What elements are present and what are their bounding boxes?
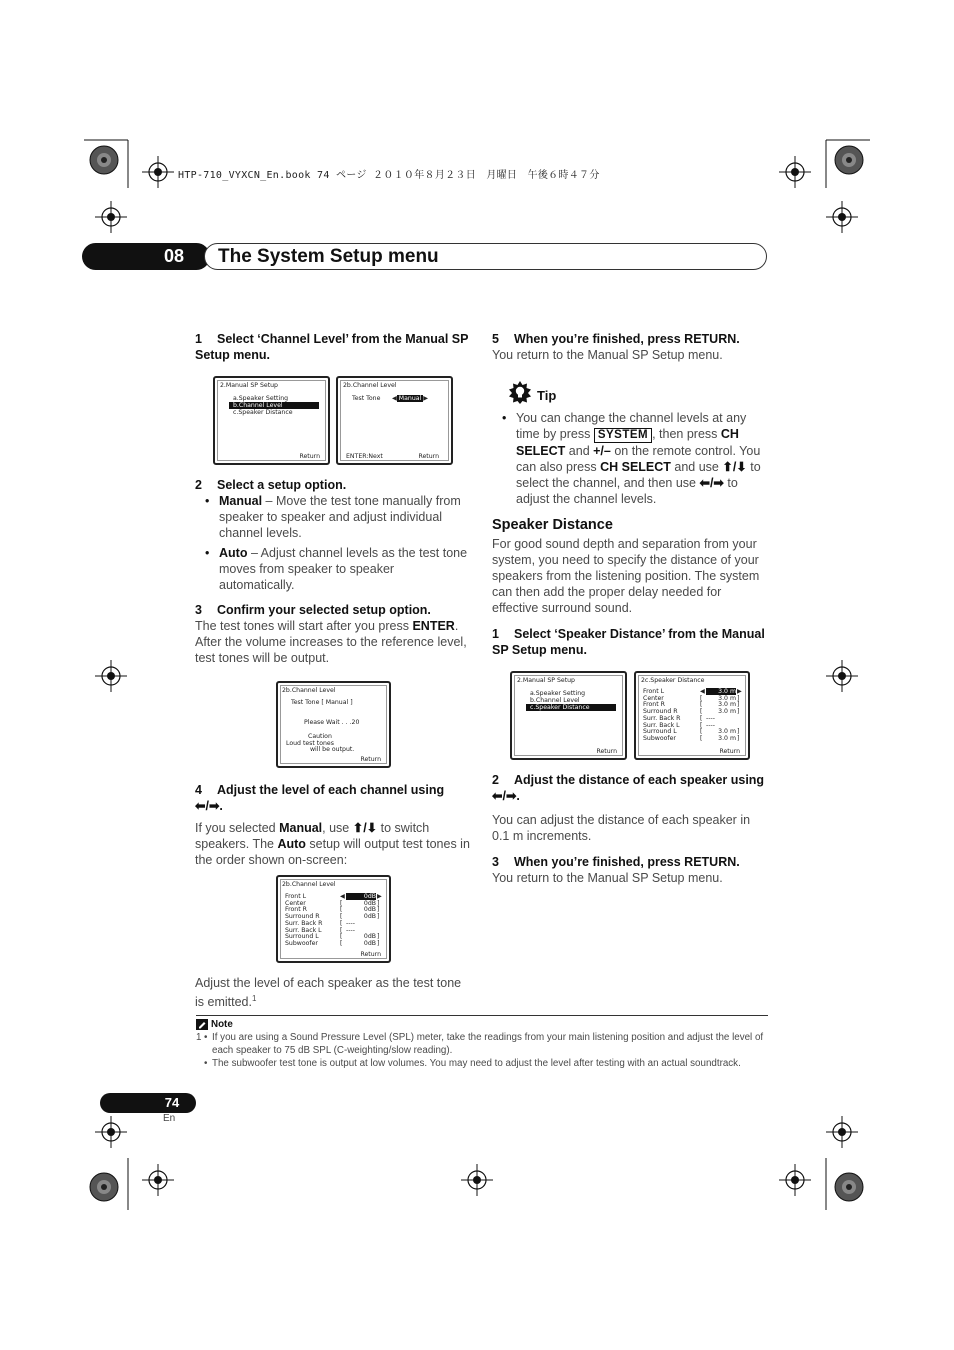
osd-row-value: 3.0 m <box>718 728 736 736</box>
osd-row-bracket: [ <box>700 701 703 709</box>
right-step5-block <box>492 331 768 363</box>
osd-row-name: Surround R <box>285 913 320 921</box>
osd-speaker-distance-list <box>634 671 750 760</box>
osd-value-selected: Manual <box>398 395 422 402</box>
step-number: 3 <box>492 855 499 869</box>
step-text: Confirm your selected setup option. <box>217 603 431 617</box>
osd-row-bracket: [ <box>340 913 343 921</box>
right-step2-3-block <box>492 772 768 886</box>
left-final-text: Adjust the level of each speaker as the test tone is emitted.$^1$ <box>195 976 462 1010</box>
osd-row-value: ---- <box>706 714 715 722</box>
osd-item: a.Speaker Setting <box>530 690 586 697</box>
step-number: 2 <box>195 478 202 492</box>
osd-title: 2.Manual SP Setup <box>220 382 278 389</box>
chapter-number: 08 <box>163 246 185 266</box>
osd-title: 2b.Channel Level <box>282 881 336 888</box>
osd-row-bracket: [ <box>700 714 703 722</box>
osd-row-value: 0dB <box>363 899 376 907</box>
osd-footer-next: ENTER:Next <box>346 453 383 460</box>
osd-row-value: 3.0 m <box>718 708 736 716</box>
step-number: 1 <box>195 332 202 346</box>
step-number: 3 <box>195 603 202 617</box>
note-item: • The subwoofer test tone is output at low volumes. You may need to adjust the level after testing with an actual soundtrack. <box>204 1058 741 1069</box>
left-step1 <box>195 331 473 363</box>
osd-row-bracket: ] <box>377 939 380 947</box>
osd-row-name: Surround L <box>643 728 677 736</box>
osd-row-bracket: [ <box>700 721 703 729</box>
osd-row-bracket: ] <box>737 701 740 709</box>
osd-footer-return: Return <box>596 748 617 755</box>
footnote-ref[interactable]: 1 <box>251 994 257 1003</box>
step5-body: You return to the Manual SP Setup menu. <box>492 348 723 362</box>
osd-row-bracket: [ <box>340 933 343 941</box>
osd-title: 2b.Channel Level <box>282 687 336 694</box>
step-text: Adjust the level of each channel using <box>217 783 445 797</box>
osd-row-name: Surr. Back L <box>285 926 322 934</box>
osd-footer-return: Return <box>418 453 439 460</box>
osd-label: Test Tone <box>352 395 381 402</box>
left-step4-block <box>195 782 473 868</box>
bullet-auto: • Auto – Adjust channel levels as the test tone moves from speaker to speaker automatically. <box>195 545 473 593</box>
step2-arrows: ⬅/➡. <box>492 789 520 803</box>
osd-row-bracket: [ <box>340 926 343 934</box>
osd-row-value: 3.0 m <box>718 694 736 702</box>
osd-row-name: Surr. Back L <box>643 721 680 729</box>
osd-row-bracket: [ <box>340 906 343 914</box>
osd-row-name: Front L <box>643 688 665 695</box>
osd-row-bracket: [ <box>700 728 703 736</box>
osd-channel-level-list <box>276 875 391 963</box>
left-step2-block <box>195 477 473 666</box>
osd-row-bracket: ] <box>377 906 380 914</box>
osd-row-name: Front L <box>285 893 307 900</box>
step-text: Select ‘Channel Level’ from the Manual SP Setup menu. <box>195 332 469 362</box>
osd-row-bracket: [ <box>340 939 343 947</box>
osd-channel-level-select: 2b.Channel Level Test Tone ◀ Manual ▶ ENTER:Next Return <box>336 376 453 465</box>
osd-row-value-selected: 0dB <box>346 893 376 900</box>
note-ref-number: 1 <box>196 1032 202 1043</box>
osd-row-value: 0dB <box>363 906 376 914</box>
osd-row-name: Center <box>643 694 664 702</box>
osd-row-value: ---- <box>346 919 355 927</box>
step3-body: You return to the Manual SP Setup menu. <box>492 871 723 885</box>
osd-item-selected: b.Channel Level <box>229 402 319 409</box>
osd-row-value: 3.0 m <box>718 734 736 742</box>
osd-row-name: Surround L <box>285 933 319 941</box>
step-text: Select ‘Speaker Distance’ from the Manual SP Setup menu. <box>492 627 765 657</box>
print-info-line: HTP-710_VYXCN_En.book 74 ページ ２０１０年８月２３日 月曜日 午後６時４７分 <box>178 170 600 181</box>
osd-footer-return: Return <box>299 453 320 460</box>
note-block <box>196 1017 768 1070</box>
osd-item: b.Channel Level <box>530 697 580 704</box>
step-text: When you’re finished, press RETURN. <box>514 855 740 869</box>
page-language: En <box>163 1113 176 1124</box>
osd-row-value: 0dB <box>363 933 376 941</box>
tip-label: Tip <box>537 388 557 403</box>
osd-row-bracket: ] <box>737 694 740 702</box>
osd-row-value: ---- <box>346 926 355 934</box>
bullet-manual: • Manual – Move the test tone manually from speaker to speaker and adjust individual channel levels. <box>195 493 473 541</box>
osd-title: 2c.Speaker Distance <box>641 677 705 684</box>
osd-row-value: 0dB <box>363 939 376 947</box>
osd-manual-sp-setup-distance <box>510 671 627 760</box>
osd-row-value: 0dB <box>363 913 376 921</box>
osd-row-value: ---- <box>706 721 715 729</box>
osd-row-bracket: [ <box>700 708 703 716</box>
osd-title: 2.Manual SP Setup <box>517 677 575 684</box>
osd-row-name: Surr. Back R <box>643 714 681 722</box>
step4-arrows: ⬅/➡. <box>195 799 223 813</box>
section-heading: Speaker Distance <box>492 517 613 533</box>
osd-row-name: Front R <box>643 701 665 709</box>
osd-row-name: Subwoofer <box>643 734 676 742</box>
osd-row-bracket: ▶ <box>377 893 382 900</box>
note-pencil-icon <box>196 1019 208 1030</box>
step4-body: If you selected Manual, use ⬆/⬇ to switch speakers. The Auto setup will output test tones in the order shown on-screen: <box>195 821 470 867</box>
osd-title: 2b.Channel Level <box>343 382 397 389</box>
speaker-distance-section <box>492 517 768 658</box>
tip-lightbulb-icon <box>508 380 532 404</box>
osd-item-selected: c.Speaker Distance <box>526 704 616 711</box>
osd-item: c.Speaker Distance <box>233 409 293 416</box>
step2-body: You can adjust the distance of each speaker in 0.1 m increments. <box>492 813 751 843</box>
step-number: 1 <box>492 627 499 641</box>
step-number: 5 <box>492 332 499 346</box>
system-key-icon: SYSTEM <box>594 428 652 443</box>
tip-body: • You can change the channel levels at any time by press SYSTEM , then press CH SELECT and +/– on the remote control. You can also press CH SELECT and use ⬆/⬇ to select the channel, and then use ⬅/➡ to adjust the channel levels. <box>492 410 768 507</box>
osd-row-bracket: [ <box>700 734 703 742</box>
note-item: • If you are using a Sound Pressure Level (SPL) meter, take the readings from your main listening position and adjust the level of each speaker to 75 dB SPL (C-weighting/slow reading). <box>204 1032 764 1056</box>
osd-item: a.Speaker Setting <box>233 395 289 402</box>
chapter-pill <box>82 243 210 270</box>
osd-row-bracket: [ <box>340 899 343 907</box>
step-text: Select a setup option. <box>217 478 347 492</box>
osd-footer-return: Return <box>360 756 381 763</box>
osd-footer-return: Return <box>360 951 381 958</box>
note-divider <box>196 1015 768 1016</box>
osd-row-bracket: ◀ <box>340 893 345 900</box>
osd-row-bracket: [ <box>700 694 703 702</box>
step3-body: The test tones will start after you press ENTER. After the volume increases to the reference level, test tones will be output. <box>195 619 467 665</box>
page-number: 74 <box>164 1095 180 1110</box>
chapter-title: The System Setup menu <box>218 246 439 267</box>
osd-row-bracket: ] <box>737 728 740 736</box>
osd-row-name: Surr. Back R <box>285 919 323 927</box>
osd-row-bracket: ] <box>737 708 740 716</box>
osd-row-bracket: ◀ <box>700 688 705 695</box>
osd-row-bracket: ] <box>377 933 380 941</box>
osd-row-name: Subwoofer <box>285 939 318 947</box>
osd-row-bracket: [ <box>340 919 343 927</box>
step-text: Adjust the distance of each speaker using <box>514 773 765 787</box>
osd-row-value-selected: 3.0 m <box>706 688 736 695</box>
osd-row-name: Center <box>285 899 306 907</box>
osd-manual-sp-setup <box>213 376 330 465</box>
osd-please-wait: 2b.Channel Level Test Tone [ Manual ] Please Wait . . .20 Caution Loud test tones will be output. Return <box>276 681 391 768</box>
osd-row-bracket: ] <box>737 734 740 742</box>
step-number: 4 <box>195 783 202 797</box>
note-label: Note <box>211 1019 233 1030</box>
osd-footer-return: Return <box>719 748 740 755</box>
osd-row-name: Front R <box>285 906 307 914</box>
step-number: 2 <box>492 773 499 787</box>
step-text: When you’re finished, press RETURN. <box>514 332 740 346</box>
osd-row-bracket: ▶ <box>737 688 742 695</box>
osd-row-value: 3.0 m <box>718 701 736 709</box>
osd-row-bracket: ] <box>377 899 380 907</box>
osd-row-bracket: ] <box>377 913 380 921</box>
section-intro: For good sound depth and separation from your system, you need to specify the distance of your speakers from the listening position. The system can then add the proper delay needed for effective surround sound. <box>492 537 760 615</box>
osd-row-name: Surround R <box>643 708 678 716</box>
